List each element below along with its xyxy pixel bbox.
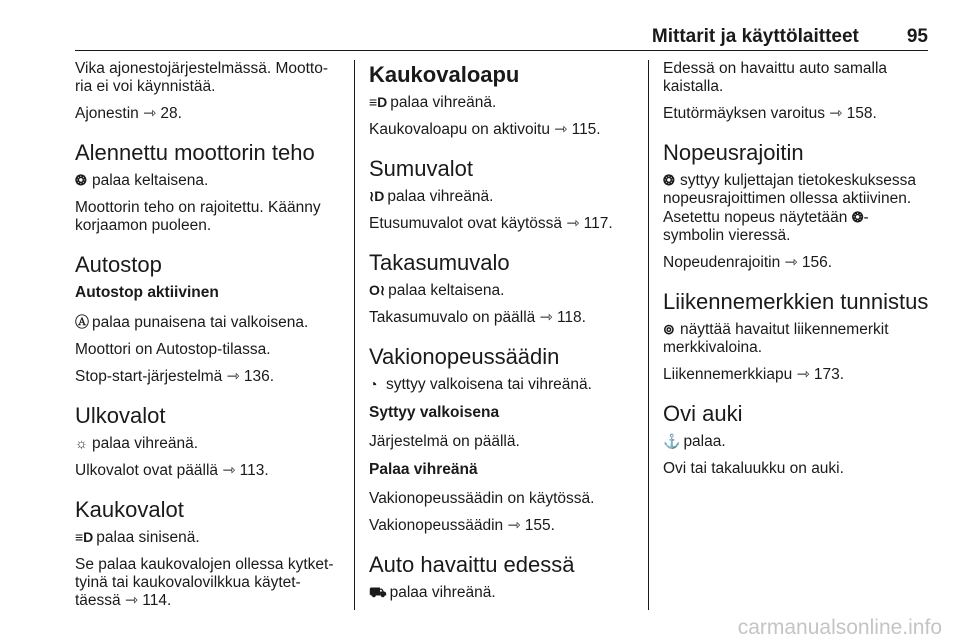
section-heading: Auto havaittu edessä: [369, 552, 575, 577]
vehicle-ahead-icon: ⛟: [369, 584, 387, 600]
page-reference[interactable]: 118.: [556, 309, 586, 326]
arrow-icon: ⇾: [507, 517, 521, 534]
text: Ajonestin: [75, 105, 139, 122]
page-reference[interactable]: 155.: [524, 517, 555, 534]
paragraph: [369, 215, 631, 233]
text: palaa punaisena tai valkoisena.: [92, 314, 309, 331]
paragraph: Edessä on havaittu auto samalla kaistalla.: [663, 60, 888, 95]
section-heading: Takasumuvalo: [369, 250, 510, 275]
text: -symbolin vieressä.: [663, 209, 869, 244]
paragraph: [369, 281, 631, 300]
paragraph: Moottorin teho on rajoitettu. Käänny korjaamon puoleen.: [75, 199, 321, 234]
page-reference[interactable]: 173.: [813, 366, 845, 383]
section-heading: Kaukovaloapu: [369, 62, 520, 87]
text: palaa vihreänä.: [387, 188, 494, 205]
paragraph: [663, 432, 929, 451]
text: palaa vihreänä.: [389, 584, 496, 601]
paragraph: [75, 105, 337, 123]
paragraph: [663, 171, 929, 245]
page-reference[interactable]: 136.: [243, 368, 275, 385]
text: Stop-start-järjestelmä: [75, 368, 223, 385]
page-reference[interactable]: 114.: [142, 592, 172, 609]
column-3: [663, 60, 929, 487]
arrow-icon: ⇾: [554, 121, 568, 138]
paragraph: [663, 105, 929, 123]
text: Etutörmäyksen varoitus: [663, 105, 825, 122]
header-rule: [75, 50, 928, 51]
paragraph: [75, 556, 337, 610]
subsection-heading: Syttyy valkoisena: [369, 404, 500, 421]
paragraph: [369, 517, 631, 535]
paragraph: Ovi tai takaluukku on auki.: [663, 460, 844, 477]
column-2: [369, 60, 631, 611]
page-reference[interactable]: 117.: [583, 215, 613, 232]
arrow-icon: ⇾: [539, 309, 553, 326]
subsection-heading: Palaa vihreänä: [369, 461, 478, 478]
paragraph: Vika ajonestojärjestelmässä. Mootto-ria ei voi käynnistää.: [75, 60, 329, 95]
speed-limiter-icon: ❂: [663, 172, 675, 188]
text: palaa vihreänä.: [92, 435, 198, 452]
section-heading: Ulkovalot: [75, 403, 166, 428]
traffic-sign-icon: ⊚: [663, 321, 675, 337]
paragraph: [663, 254, 929, 272]
paragraph: [369, 375, 631, 394]
paragraph: [369, 583, 631, 602]
paragraph: [369, 121, 631, 139]
paragraph: [369, 309, 631, 327]
text: syttyy kuljettajan tietokeskuksessa nopeusrajoittimen ollessa aktiivinen. Asetettu nopeus näytetään: [663, 172, 917, 226]
text: palaa vihreänä.: [390, 94, 497, 111]
text: Kaukovaloapu on aktivoitu: [369, 121, 550, 138]
paragraph: [75, 171, 337, 190]
chapter-title: Mittarit ja käyttölaitteet: [651, 26, 859, 47]
paragraph: [75, 462, 337, 480]
text: Se palaa kaukovalojen ollessa kytket-tyinä tai kaukovalovilkkua käytet-täessä: [75, 556, 334, 609]
autostop-icon: Ⓐ: [75, 314, 89, 330]
page-reference[interactable]: 28.: [160, 105, 182, 122]
subsection-heading: Autostop aktiivinen: [75, 284, 219, 301]
paragraph: [75, 368, 337, 386]
high-beam-assist-icon: ≡D: [369, 94, 388, 110]
fog-light-icon: ≀D: [369, 188, 385, 204]
section-heading: Alennettu moottorin teho: [75, 140, 315, 165]
cruise-control-icon: ◔: [369, 376, 378, 392]
engine-warning-icon: ❂: [75, 172, 87, 188]
column-divider: [354, 60, 355, 610]
paragraph: [663, 366, 929, 384]
text: Takasumuvalo on päällä: [369, 309, 536, 326]
speed-limiter-icon: ❂: [851, 209, 864, 225]
text: Etusumuvalot ovat käytössä: [369, 215, 562, 232]
section-heading: Sumuvalot: [369, 156, 473, 181]
section-heading: Autostop: [75, 252, 162, 277]
page-reference[interactable]: 113.: [239, 462, 269, 479]
page-reference[interactable]: 156.: [801, 254, 832, 271]
paragraph: Vakionopeussäädin on käytössä.: [369, 490, 595, 507]
section-heading: Liikennemerkkien tunnistus: [663, 289, 929, 314]
paragraph: [369, 187, 631, 206]
paragraph: [75, 434, 337, 453]
text: syttyy valkoisena tai vihreänä.: [386, 376, 592, 393]
paragraph: Moottori on Autostop-tilassa.: [75, 341, 271, 358]
arrow-icon: ⇾: [796, 366, 810, 383]
arrow-icon: ⇾: [784, 254, 798, 271]
high-beam-icon: ≡D: [75, 529, 94, 545]
exterior-lights-icon: ☼: [75, 435, 88, 451]
section-heading: Nopeusrajoitin: [663, 140, 804, 165]
text: näyttää havaitut liikennemerkit merkkivaloina.: [663, 321, 889, 356]
page-reference[interactable]: 115.: [571, 121, 601, 138]
paragraph: [75, 313, 337, 332]
watermark: carmanualsonline.info: [737, 616, 942, 639]
section-heading: Vakionopeussäädin: [369, 344, 560, 369]
text: Ulkovalot ovat päällä: [75, 462, 219, 479]
paragraph: [75, 528, 337, 547]
text: Vakionopeussäädin: [369, 517, 504, 534]
text: palaa.: [683, 433, 726, 450]
text: palaa sinisenä.: [96, 529, 200, 546]
page-reference[interactable]: 158.: [846, 105, 877, 122]
column-divider: [648, 60, 649, 610]
arrow-icon: ⇾: [143, 105, 157, 122]
text: Liikennemerkkiapu: [663, 366, 793, 383]
paragraph: [369, 93, 631, 112]
section-heading: Kaukovalot: [75, 497, 184, 522]
arrow-icon: ⇾: [226, 368, 240, 385]
paragraph: [663, 320, 929, 357]
page-header: [75, 26, 928, 48]
arrow-icon: ⇾: [222, 462, 236, 479]
paragraph: Järjestelmä on päällä.: [369, 433, 520, 450]
arrow-icon: ⇾: [829, 105, 843, 122]
page-number: 95: [906, 26, 928, 47]
text: palaa keltaisena.: [92, 172, 209, 189]
arrow-icon: ⇾: [124, 592, 138, 609]
door-open-icon: ⚓: [663, 433, 681, 449]
section-heading: Ovi auki: [663, 401, 743, 426]
rear-fog-light-icon: O≀: [369, 282, 386, 298]
text: palaa keltaisena.: [388, 282, 505, 299]
column-1: [75, 60, 337, 619]
text: Nopeudenrajoitin: [663, 254, 781, 271]
arrow-icon: ⇾: [566, 215, 580, 232]
